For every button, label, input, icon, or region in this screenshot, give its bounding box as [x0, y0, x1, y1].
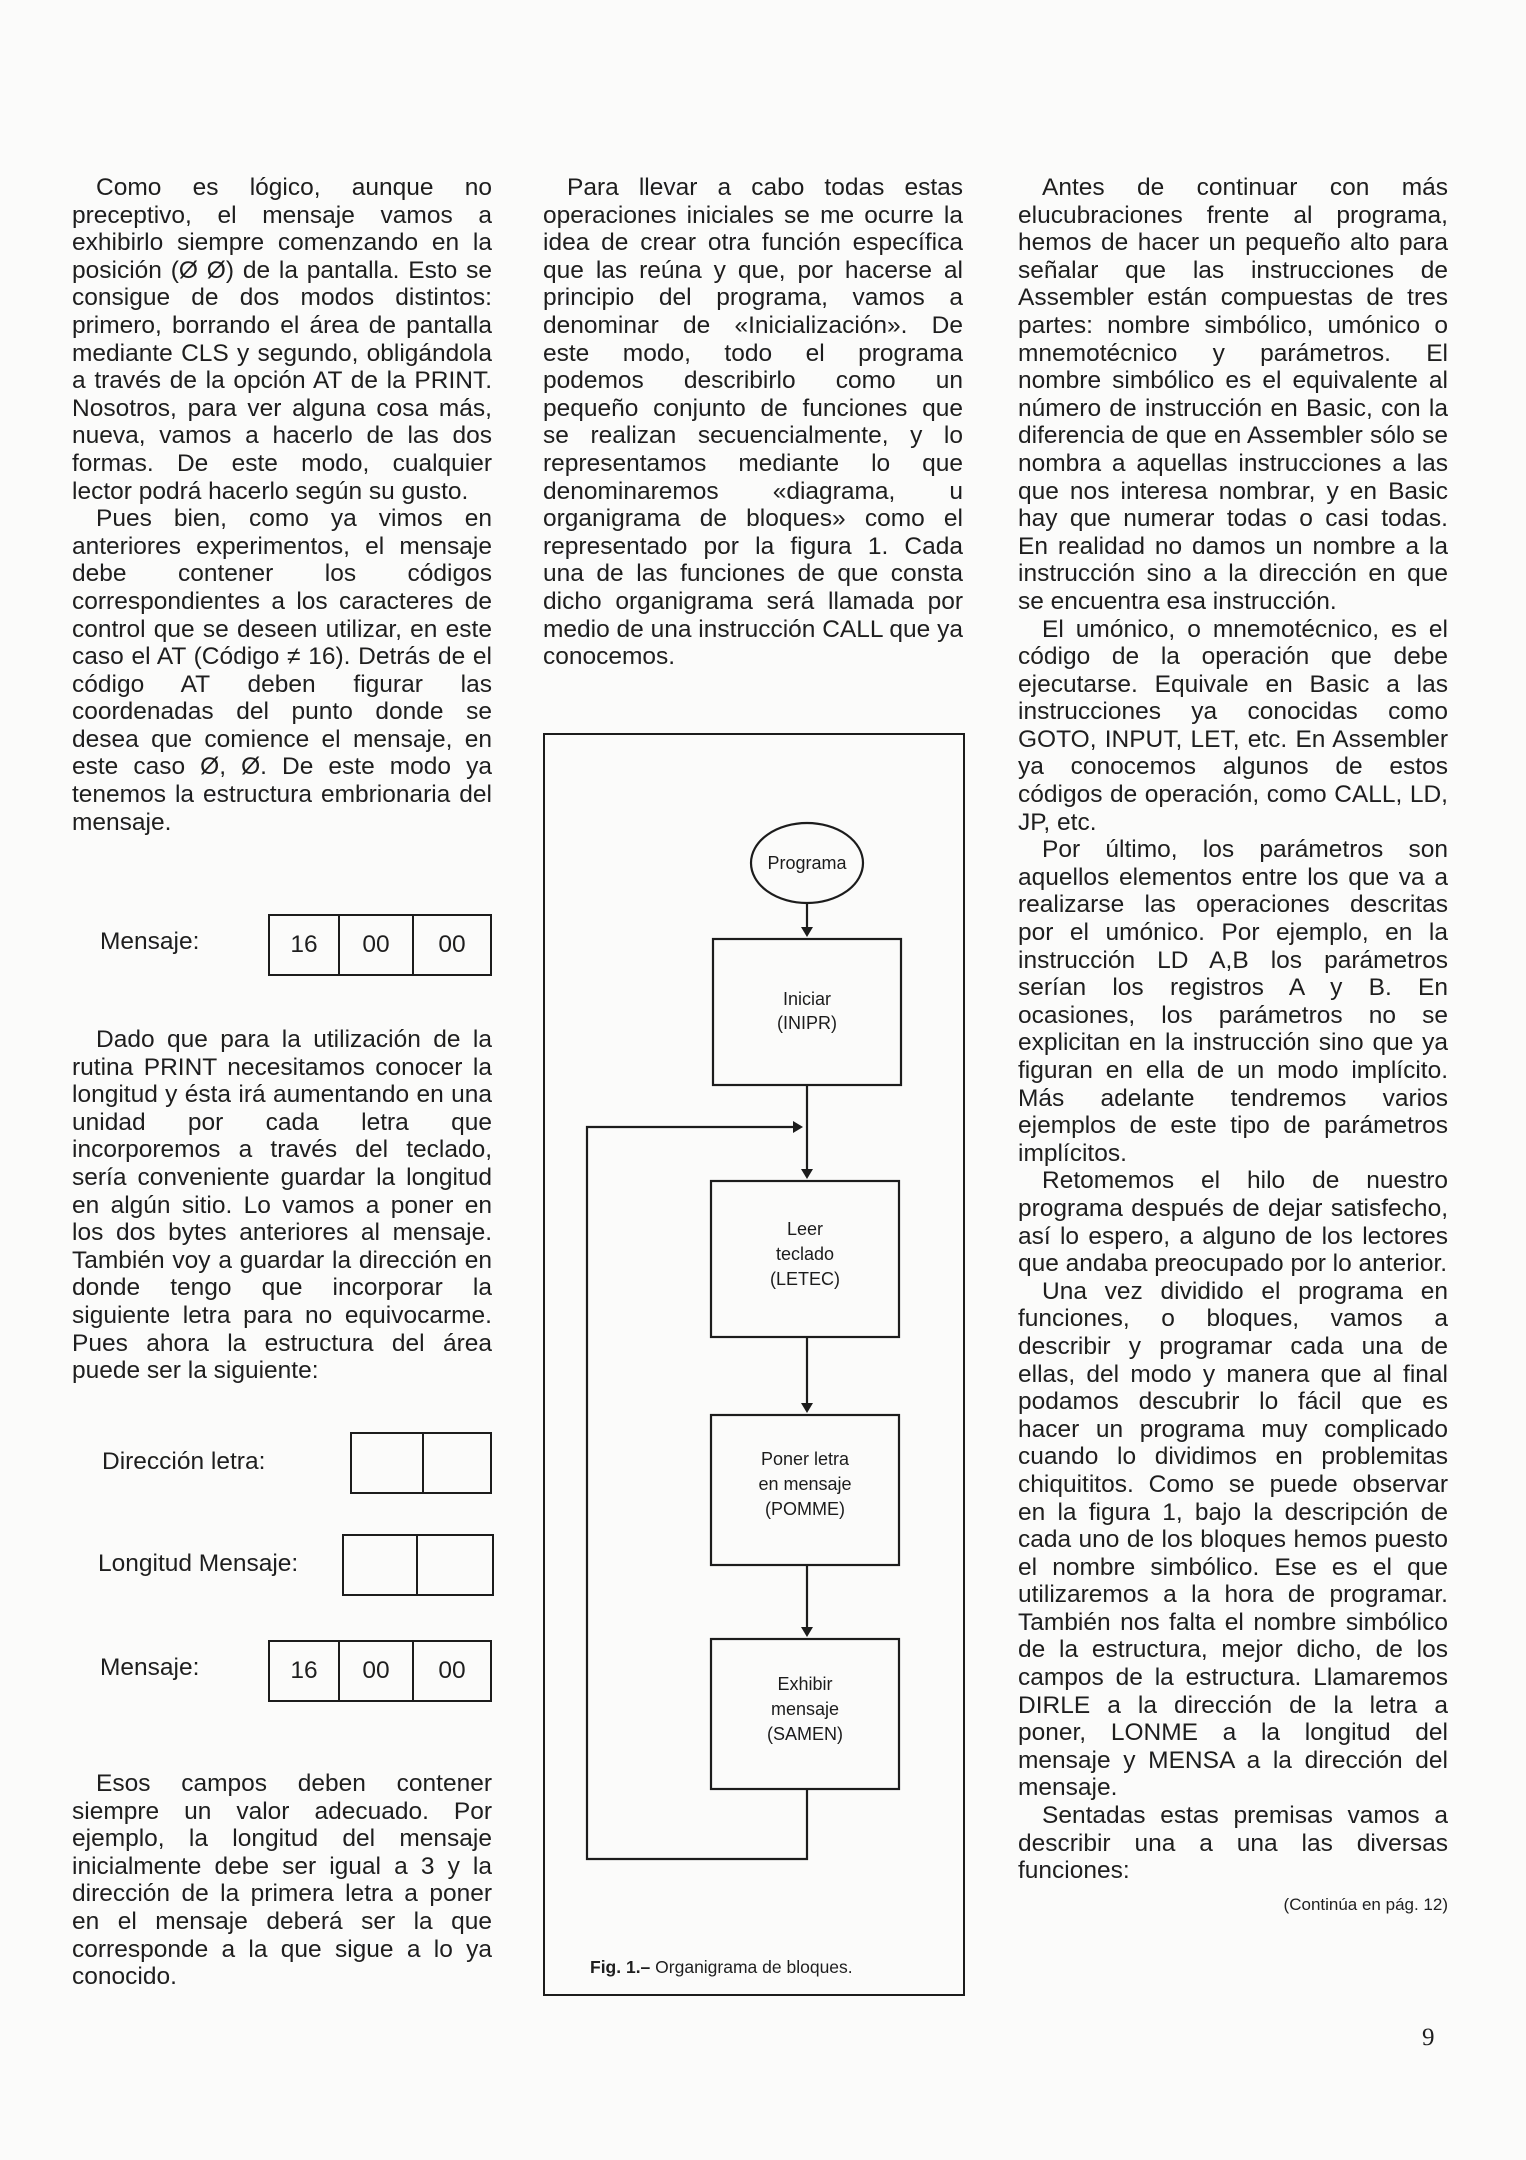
- byte-cell: 00: [438, 1657, 466, 1684]
- continued-note: (Continúa en pág. 12): [1283, 1894, 1448, 1914]
- byte-cell: [418, 1536, 492, 1594]
- block-label: (INIPR): [777, 1013, 837, 1033]
- block-label: (SAMEN): [767, 1724, 843, 1744]
- byte-cell: [352, 1434, 424, 1492]
- byte-cell: 00: [340, 916, 414, 974]
- paragraph: Para llevar a cabo todas estas operaciones iniciales se me ocurre la idea de crear otra función específica que las reúna y que, por hacerse al principio del programa, vamos a denominar de «Inicialización». De este modo, todo el programa podemos describirlo como un pequeño conjunto de funciones que se realizan secuencialmente, y lo representamos mediante lo que denominaremos «diagrama, u organigrama de bloques» como el representado por la figura 1. Cada una de las funciones de que consta dicho organigrama será llamada por medio de una instrucción CALL que ya conocemos.: [543, 174, 963, 671]
- block-label: (POMME): [765, 1499, 845, 1519]
- direccion-letra-field: [102, 1432, 502, 1494]
- byte-boxes: [268, 914, 492, 976]
- paragraph: Una vez dividido el programa en funciones, o bloques, vamos a describir y programar cada una de ellas, del modo y manera que al final podamos descubrir lo fácil que es hacer un programa muy complicado cuando lo dividimos en problemitas chiquititos. Como se puede observar en la figura 1, bajo la descripción de cada uno de los bloques hemos puesto el nombre simbólico. Ese es el que utilizaremos a la hora de programar. También nos falta el nombre simbólico de la estructura, mejor dicho, de los campos de la estructura. Llamaremos DIRLE a la dirección de la letra a poner, LONME a la longitud del mensaje y MENSA a la dirección del mensaje.: [1018, 1277, 1448, 1802]
- paragraph: Dado que para la utilización de la rutina PRINT necesitamos conocer la longitud y ésta irá aumentando en una unidad por cada letra que incorporemos a través del teclado, sería conveniente guardar la longitud en algún sitio. Lo vamos a poner en los dos bytes anteriores al mensaje. También voy a guardar la dirección en donde tengo que incorporar la siguiente letra para no equivocarme. Pues ahora la estructura del área puede ser la siguiente:: [72, 1026, 492, 1385]
- mensaje-field-1: [100, 914, 500, 976]
- figure-caption: [590, 1957, 853, 1978]
- field-label: Dirección letra:: [102, 1448, 266, 1475]
- paragraph: Antes de continuar con más elucubraciones frente al programa, hemos de hacer un pequeño alto para señalar que las instrucciones de Assembler están compuestas de tres partes: nombre simbólico, umónico o mnemotécnico y parámetros. El nombre simbólico es el equivalente al número de instrucción en Basic, con la diferencia de que en Assembler sólo se nombra a aquellas instrucciones a las que nos interesa nombrar, y en Basic hay que numerar todas o casi todas. En realidad no damos un nombre a la instrucción sino a la dirección en que se encuentra esa instrucción.: [1018, 174, 1448, 615]
- byte-cell: 16: [270, 1642, 340, 1700]
- paragraph: Sentadas estas premisas vamos a describir una a una las diversas funciones:: [1018, 1802, 1448, 1885]
- caption-text: Organigrama de bloques.: [650, 1957, 853, 1977]
- byte-cell: [344, 1536, 418, 1594]
- flowchart-diagram: [545, 735, 963, 1993]
- byte-cell: 16: [270, 916, 340, 974]
- block-label: teclado: [775, 1244, 835, 1264]
- block-label: Iniciar: [782, 989, 832, 1009]
- field-label: Longitud Mensaje:: [98, 1550, 299, 1577]
- byte-boxes: [268, 1640, 492, 1702]
- paragraph: El umónico, o mnemotécnico, es el código de la operación que debe ejecutarse. Equivale en Basic a las instrucciones ya conocidas como GOTO, INPUT, LET, etc. En Assembler ya conocemos algunos de estos códigos de operación, como CALL, LD, JP, etc.: [1018, 615, 1448, 836]
- longitud-mensaje-field: [98, 1534, 498, 1596]
- block-label: en mensaje: [758, 1474, 852, 1494]
- block-label: Leer: [786, 1219, 824, 1239]
- byte-cell: [424, 1434, 490, 1492]
- paragraph: Retomemos el hilo de nuestro programa después de dejar satisfecho, así lo espero, a alguno de los lectores que andaba preocupado por lo anterior.: [1018, 1167, 1448, 1278]
- field-label: Mensaje:: [100, 1654, 200, 1681]
- figure-1-flowchart: [543, 733, 965, 1996]
- block-label: Exhibir: [777, 1674, 833, 1694]
- paragraph: Como es lógico, aunque no preceptivo, el mensaje vamos a exhibirlo siempre comenzando en la posición (Ø Ø) de la pantalla. Esto se consigue de dos modos distintos: primero, borrando el área de pantalla mediante CLS y segundo, obligándola a través de la opción AT de la PRINT. Nosotros, para ver alguna cosa más, nueva, vamos a hacerlo de las dos formas. De este modo, cualquier lector podrá hacerlo según su gusto.: [72, 174, 492, 505]
- mensaje-field-2: [100, 1640, 500, 1702]
- byte-boxes: [350, 1432, 492, 1494]
- block-label: mensaje: [770, 1699, 840, 1719]
- paragraph: Por último, los parámetros son aquellos elementos entre los que va a realizarse las operaciones descritas por el umónico. Por ejemplo, en la instrucción LD A,B los parámetros serían los registros A y B. En ocasiones, los parámetros no se explicitan en la instrucción sino que ya figuran en ella de un modo implícito. Más adelante tendremos varios ejemplos de este tipo de parámetros implícitos.: [1018, 836, 1448, 1167]
- column-2: [543, 174, 963, 671]
- caption-label: Fig. 1.–: [590, 1957, 651, 1977]
- column-1-bottom: [72, 1770, 492, 1991]
- block-label: (LETEC): [769, 1269, 841, 1289]
- byte-cell: 00: [340, 1642, 414, 1700]
- field-label: Mensaje:: [100, 928, 200, 955]
- block-label: Poner letra: [760, 1449, 850, 1469]
- byte-boxes: [342, 1534, 494, 1596]
- column-1-middle: [72, 1026, 492, 1385]
- block-iniciar: [713, 939, 901, 1085]
- paragraph: Pues bien, como ya vimos en anteriores experimentos, el mensaje debe contener los códigos correspondientes a los caracteres de control que se deseen utilizar, en este caso el AT (Código ≠ 16). Detrás de el código AT deben figurar las coordenadas del punto donde se desea que comience el mensaje, en este caso Ø, Ø. De este modo ya tenemos la estructura embrionaria del mensaje.: [72, 505, 492, 836]
- start-node-label: Programa: [767, 853, 847, 873]
- column-3: [1018, 174, 1448, 1918]
- column-1: [72, 174, 492, 836]
- page-number: 9: [1422, 2024, 1435, 2051]
- byte-cell: 00: [438, 931, 466, 958]
- paragraph: Esos campos deben contener siempre un valor adecuado. Por ejemplo, la longitud del mensaje inicialmente debe ser igual a 3 y la dirección de la primera letra a poner en el mensaje deberá ser la que corresponde a la que sigue a lo ya conocido.: [72, 1770, 492, 1991]
